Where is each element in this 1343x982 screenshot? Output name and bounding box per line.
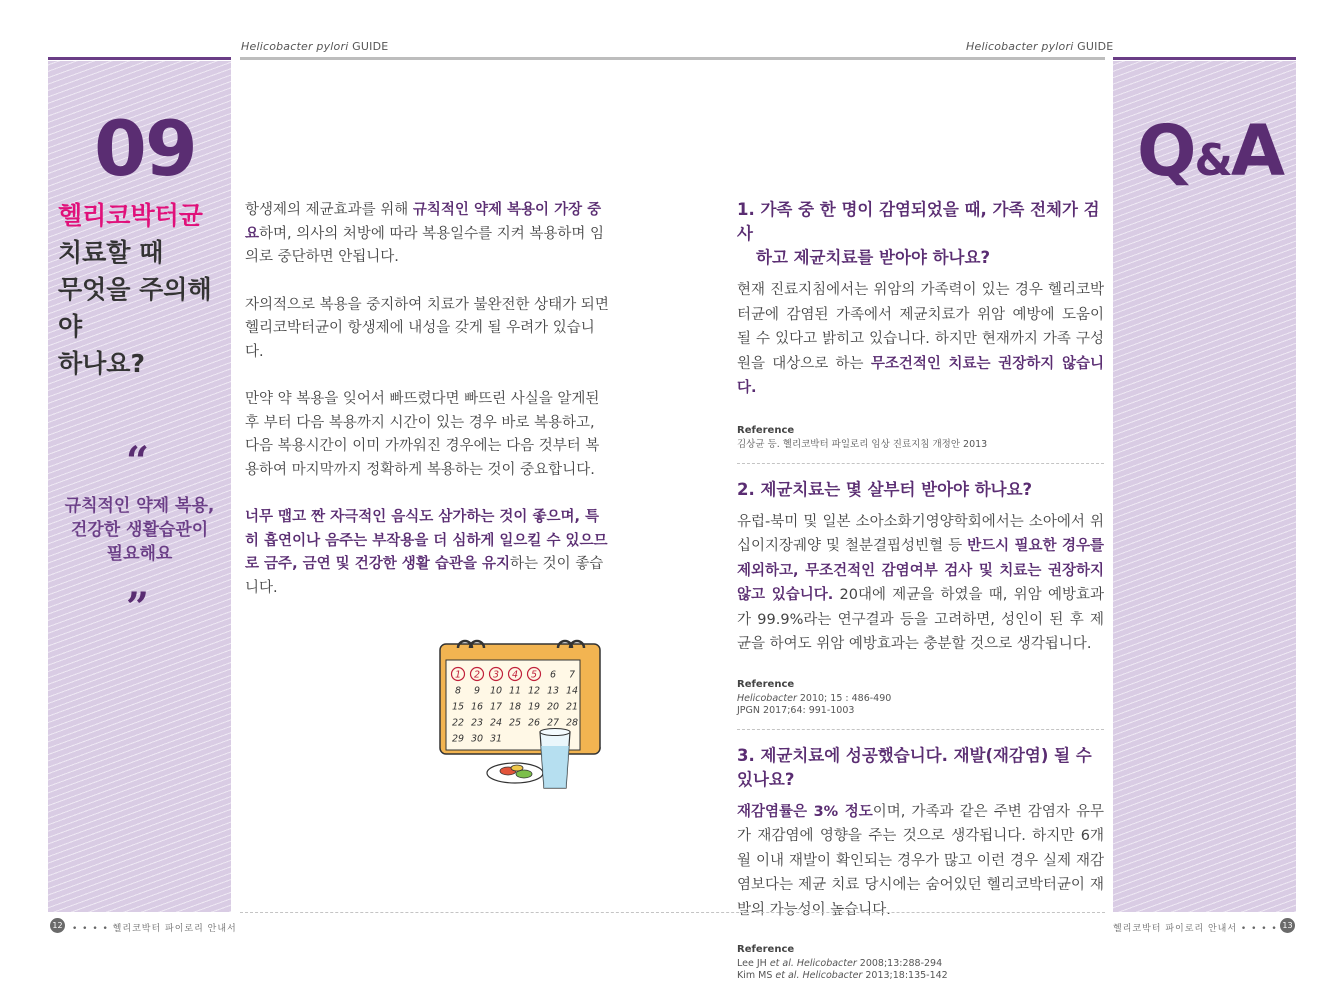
water: [541, 746, 569, 788]
qa-column: [737, 198, 1104, 982]
reference-2-label: Reference: [737, 678, 795, 690]
reference-3-line-2: [737, 970, 1104, 982]
header-left: [241, 40, 388, 53]
quote-open-icon: “: [126, 438, 150, 485]
quote-text: [52, 494, 227, 566]
page-number-right: 13: [1280, 918, 1295, 933]
calendar-day: 7: [568, 669, 576, 681]
calendar-day: 30: [470, 733, 484, 745]
para4-text-b: 하는 것이 좋습니다.: [245, 556, 604, 596]
calendar-day: 8: [454, 685, 462, 697]
footer-right: 헬리코박터 파이로리 안내서 • • • •: [1113, 924, 1278, 934]
calendar-day: 24: [489, 717, 503, 729]
calendar-day: 26: [527, 717, 541, 729]
question-1-line-2: 하고 제균치료를 받아야 하나요?: [756, 248, 991, 267]
section-number: 09: [94, 104, 196, 193]
calendar-day: 3: [492, 669, 500, 681]
qa-label-a: A: [1230, 110, 1284, 192]
header-left-italic: Helicobacter pylori: [241, 40, 349, 53]
answer-2-text-b: 20대에 제균을 하였을 때, 위암 예방효과가 99.9%라는 연구결과 등을 고려하면, 성인이 된 후 제균을 하여도 위암 예방효과는 충분할 것으로 생각됩니다.: [737, 587, 1104, 652]
reference-3-citation-2: 2013;18:135-142: [862, 970, 948, 981]
paragraph-3: 만약 약 복용을 잊어서 빠뜨렸다면 빠뜨린 사실을 알게된 후 부터 다음 복용까지 시간이 있는 경우 바로 복용하고, 다음 복용시간이 이미 가까워진 경우에는 다음 것부터 복용하여 마지막까지 정확하게 복용하는 것이 중요합니다.: [245, 391, 600, 478]
header-right: [966, 40, 1113, 53]
calendar-day: 15: [451, 701, 465, 713]
reference-3-citation-1: 2008;13:288-294: [856, 958, 943, 969]
calendar-day: 25: [508, 717, 522, 729]
qa-label-q: Q: [1137, 110, 1195, 192]
reference-3-label: Reference: [737, 944, 795, 955]
calendar-day: 4: [511, 669, 519, 681]
reference-3-author-1: Lee JH: [737, 958, 770, 969]
calendar-day: 10: [489, 685, 503, 697]
question-1: [737, 198, 1104, 270]
calendar-day: 17: [489, 701, 503, 713]
calendar-day: 23: [470, 717, 484, 729]
quote-line-2: 건강한 생활습관이: [70, 520, 209, 540]
question-2: 2. 제균치료는 몇 살부터 받아야 하나요?: [737, 479, 1033, 499]
calendar-day: 1: [454, 669, 462, 681]
calendar-day: 20: [546, 701, 560, 713]
answer-3-highlight: 재감염률은 3% 정도: [737, 803, 873, 820]
calendar-day: 29: [451, 733, 465, 745]
answer-1-text: 현재 진료지침에서는 위암의 가족력이 있는 경우 헬리코박터균에 감염된 가족에서 제균치료가 위암 예방에 도움이 될 수 있다고 밝히고 있습니다. 하지만 현재까지 가족 구성원을 대상으로 하는: [737, 282, 1104, 372]
qa-label: [1137, 110, 1283, 192]
calendar-illustration: [430, 628, 610, 798]
paragraph-4: [245, 506, 612, 600]
paragraph-1: [245, 199, 612, 270]
calendar-day: 12: [527, 685, 541, 697]
bottom-divider: [240, 912, 1105, 913]
qa-label-amp: &: [1194, 135, 1231, 186]
reference-3-author-2: Kim MS: [737, 970, 776, 981]
calendar-day: 6: [549, 669, 557, 681]
quote-line-1: 규칙적인 약제 복용,: [64, 496, 215, 516]
calendar-day: 11: [508, 685, 522, 697]
calendar-day: 5: [530, 669, 538, 681]
question-3: 3. 제균치료에 성공했습니다. 재발(재감염) 될 수 있나요?: [737, 745, 1092, 789]
reference-1-label: Reference: [737, 424, 795, 436]
answer-1-highlight: 무조건적인 치료는 권장하지 않습니다.: [737, 355, 1104, 396]
title-line-3: 무엇을 주의해야: [58, 275, 212, 341]
reference-1-text: 김상균 등. 헬리코박터 파일로리 임상 진료지침 개정안 2013: [737, 438, 988, 450]
para1-text-b: 하며, 의사의 처방에 따라 복용일수를 지켜 복용하며 임의로 중단하면 안됩니다.: [245, 225, 605, 265]
answer-3: [737, 800, 1104, 923]
title-line-4: 하나요?: [58, 349, 145, 378]
calendar-day: 2: [473, 669, 481, 681]
calendar-day: 28: [565, 717, 579, 729]
top-bar-left-panel: [48, 57, 231, 60]
para1-highlight: 규칙적인 약제 복용이 가장 중요: [245, 202, 602, 242]
reference-2-line-2: JPGN 2017;64: 991-1003: [737, 704, 855, 716]
calendar-day: 9: [473, 685, 481, 697]
left-body: [245, 199, 612, 624]
calendar-day: 31: [489, 733, 503, 745]
calendar-day: 27: [546, 717, 560, 729]
pill-yellow: [511, 765, 523, 771]
title-line-2: 치료할 때: [58, 238, 164, 267]
header-right-guide: GUIDE: [1077, 40, 1114, 53]
answer-2: [737, 510, 1104, 657]
header-left-guide: GUIDE: [352, 40, 389, 53]
answer-2-highlight: 반드시 필요한 경우를 제외하고, 무조건적인 감염여부 검사 및 치료는 권장하지 않고 있습니다.: [737, 538, 1104, 603]
title-line-1: 헬리코박터균: [58, 201, 203, 230]
para4-highlight: 너무 맵고 짠 자극적인 음식도 삼가하는 것이 좋으며, 특히 흡연이나 음주는 부작용을 더 심하게 일으킬 수 있으므로 금주, 금연 및 건강한 생활 습관을 유지: [245, 509, 608, 572]
answer-1: [737, 278, 1104, 401]
calendar-day: 16: [470, 701, 484, 713]
reference-3-journal-1: et al. Helicobacter: [769, 958, 857, 969]
paragraph-2: 자의적으로 복용을 중지하여 치료가 불완전한 상태가 되면 헬리코박터균이 항생제에 내성을 갖게 될 우려가 있습니다.: [245, 296, 609, 360]
calendar-day: 13: [546, 685, 560, 697]
answer-3-text: 이며, 가족과 같은 주변 감염자 유무가 재감염에 영향을 주는 것으로 생각됩니다. 하지만 6개월 이내 재발이 확인되는 경우가 많고 이런 경우 실제 재감염보다는 제균 치료 당시에는 숨어있던 헬리코박터균이 재발의 가능성이 높습니다.: [737, 803, 1104, 918]
calendar-day: 14: [565, 685, 579, 697]
calendar-day: 22: [451, 717, 465, 729]
reference-2-journal: Helicobacter: [737, 692, 797, 704]
answer-2-text-a: 유럽-북미 및 일본 소아소화기영양학회에서는 소아에서 위십이지장궤양 및 철분결핍성빈혈 등: [737, 513, 1104, 554]
quote-line-3: 필요해요: [106, 544, 173, 564]
calendar-day: 21: [565, 701, 579, 713]
quote-close-icon: ”: [126, 584, 150, 631]
footer-left: • • • • 헬리코박터 파이로리 안내서: [72, 924, 237, 934]
header-right-italic: Helicobacter pylori: [966, 40, 1074, 53]
divider-2: [737, 729, 1104, 730]
reference-3-journal-2: et al. Helicobacter: [775, 970, 863, 981]
reference-2-citation: 2010; 15 : 486-490: [796, 692, 892, 704]
section-title: [58, 197, 230, 382]
top-bar-center: [240, 57, 1105, 60]
para1-text-a: 항생제의 제균효과를 위해: [245, 202, 413, 218]
page-number-left: 12: [50, 918, 65, 933]
top-bar-right-panel: [1113, 57, 1296, 60]
divider-1: [737, 463, 1104, 464]
question-1-line-1: 1. 가족 중 한 명이 감염되었을 때, 가족 전체가 검사: [737, 200, 1100, 243]
reference-2-line-1: [737, 693, 1104, 705]
calendar-day: 19: [527, 701, 541, 713]
glass-rim: [540, 729, 570, 736]
calendar-day: 18: [508, 701, 522, 713]
